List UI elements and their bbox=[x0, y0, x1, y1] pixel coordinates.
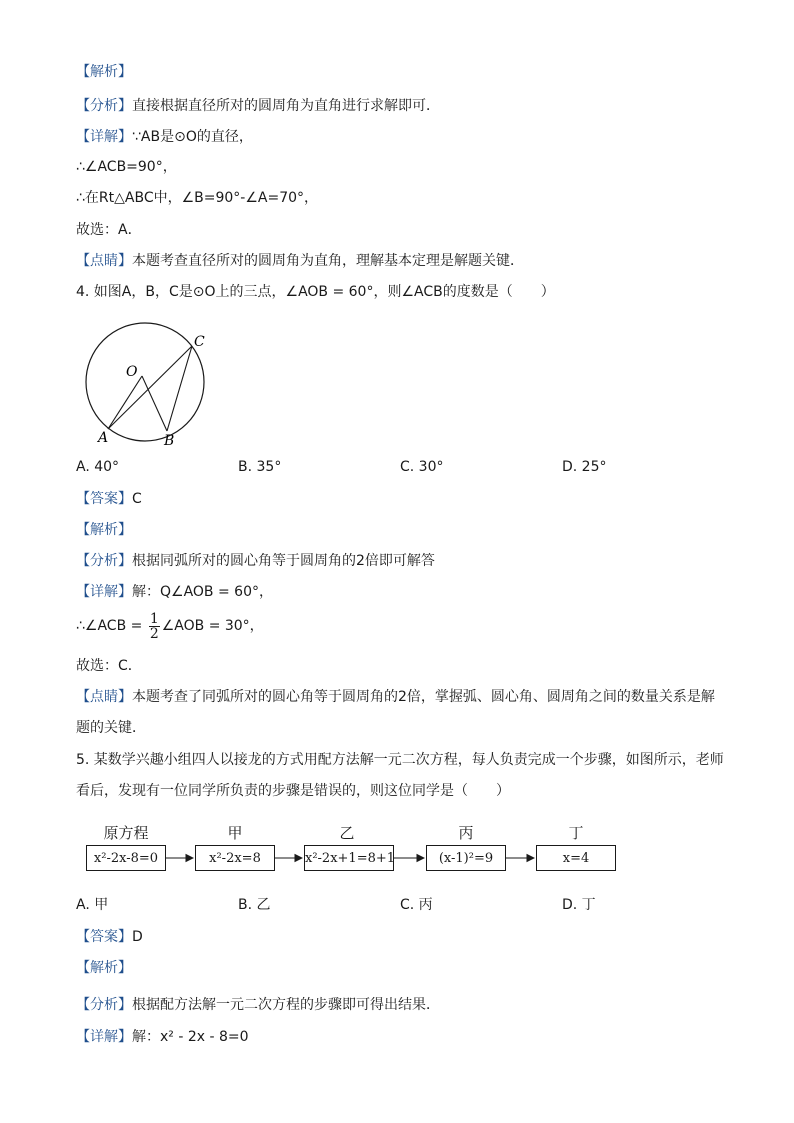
fenxi-text: 直接根据直径所对的圆周角为直角进行求解即可． bbox=[132, 98, 440, 114]
answer-value: C bbox=[132, 491, 142, 507]
choose-line: 故选：C． bbox=[76, 658, 142, 674]
label-b: B bbox=[164, 433, 175, 449]
choose-line: 故选：A． bbox=[76, 222, 142, 238]
option-d: D. 25° bbox=[562, 459, 607, 475]
option-d: D. 丁 bbox=[562, 897, 596, 913]
xiangjie-text: ∵AB是⊙O的直径， bbox=[132, 129, 253, 145]
q5-stem-line1: 5. 某数学兴趣小组四人以接龙的方式用配方法解一元二次方程，每人负责完成一个步骤，如图所示，老师 bbox=[76, 752, 724, 768]
label-c: C bbox=[194, 334, 205, 350]
fenxi-tag: 【分析】 bbox=[76, 997, 132, 1013]
q5-stem-line2: 看后，发现有一位同学所负责的步骤是错误的，则这位同学是（ ） bbox=[76, 783, 510, 799]
flow-box-bing: (x-1)²=9 bbox=[426, 845, 506, 871]
option-b: B. 乙 bbox=[238, 897, 271, 913]
xiangjie-text: 解：Q∠AOB = 60°， bbox=[132, 584, 273, 600]
jiexi-heading: 【解析】 bbox=[76, 64, 132, 80]
flow-label-original: 原方程 bbox=[103, 824, 149, 842]
dianjing-text: 本题考查了同弧所对的圆心角等于圆周角的2倍，掌握弧、圆心角、圆周角之间的数量关系是解 bbox=[132, 689, 715, 705]
solution-step: ∴在Rt△ABC中，∠B=90°-∠A=70°， bbox=[76, 190, 319, 206]
fenxi-tag: 【分析】 bbox=[76, 553, 132, 569]
fraction-numerator: 1 bbox=[149, 610, 159, 627]
fenxi-text: 根据配方法解一元二次方程的步骤即可得出结果． bbox=[132, 997, 440, 1013]
solution-step: ∴∠ACB=90°， bbox=[76, 159, 177, 175]
dianjing-tag: 【点睛】 bbox=[76, 253, 132, 269]
dianjing-text: 本题考查直径所对的圆周角为直角，理解基本定理是解题关键． bbox=[132, 253, 524, 269]
step-prefix: ∴∠ACB = bbox=[76, 618, 147, 634]
option-b: B. 35° bbox=[238, 459, 282, 475]
jiexi-heading: 【解析】 bbox=[76, 960, 132, 976]
fenxi-text: 根据同弧所对的圆心角等于圆周角的2倍即可解答 bbox=[132, 553, 435, 569]
label-a: A bbox=[98, 430, 109, 446]
fenxi-line bbox=[76, 995, 440, 1015]
answer-tag: 【答案】 bbox=[76, 929, 132, 945]
answer-value: D bbox=[132, 929, 143, 945]
flow-label-bing: 丙 bbox=[458, 824, 474, 842]
label-o: O bbox=[126, 364, 138, 380]
fraction-denominator: 2 bbox=[149, 625, 159, 642]
answer-line bbox=[76, 927, 143, 947]
flow-box-original: x²-2x-8=0 bbox=[86, 845, 166, 871]
xiangjie-tag: 【详解】 bbox=[76, 1029, 132, 1045]
xiangjie-line bbox=[76, 1027, 249, 1047]
xiangjie-tag: 【详解】 bbox=[76, 129, 132, 145]
flow-label-jia: 甲 bbox=[227, 824, 243, 842]
jiexi-heading: 【解析】 bbox=[76, 522, 132, 538]
xiangjie-text: 解：x² - 2x - 8=0 bbox=[132, 1029, 249, 1045]
answer-tag: 【答案】 bbox=[76, 491, 132, 507]
flow-box-yi: x²-2x+1=8+1 bbox=[304, 845, 394, 871]
flow-label-yi: 乙 bbox=[339, 824, 355, 842]
dianjing-tag: 【点睛】 bbox=[76, 689, 132, 705]
option-a: A. 40° bbox=[76, 459, 120, 475]
xiangjie-tag: 【详解】 bbox=[76, 584, 132, 600]
dianjing-continuation: 题的关键． bbox=[76, 720, 146, 736]
q4-stem: 4. 如图A，B，C是⊙O上的三点，∠AOB = 60°，则∠ACB的度数是（ ） bbox=[76, 284, 555, 300]
option-a: A. 甲 bbox=[76, 897, 109, 913]
option-c: C. 丙 bbox=[400, 897, 433, 913]
flow-label-ding: 丁 bbox=[568, 824, 584, 842]
step-suffix: ∠AOB = 30°， bbox=[161, 618, 264, 634]
flow-box-ding: x=4 bbox=[536, 845, 616, 871]
option-c: C. 30° bbox=[400, 459, 444, 475]
flow-box-jia: x²-2x=8 bbox=[195, 845, 275, 871]
fenxi-tag: 【分析】 bbox=[76, 98, 132, 114]
